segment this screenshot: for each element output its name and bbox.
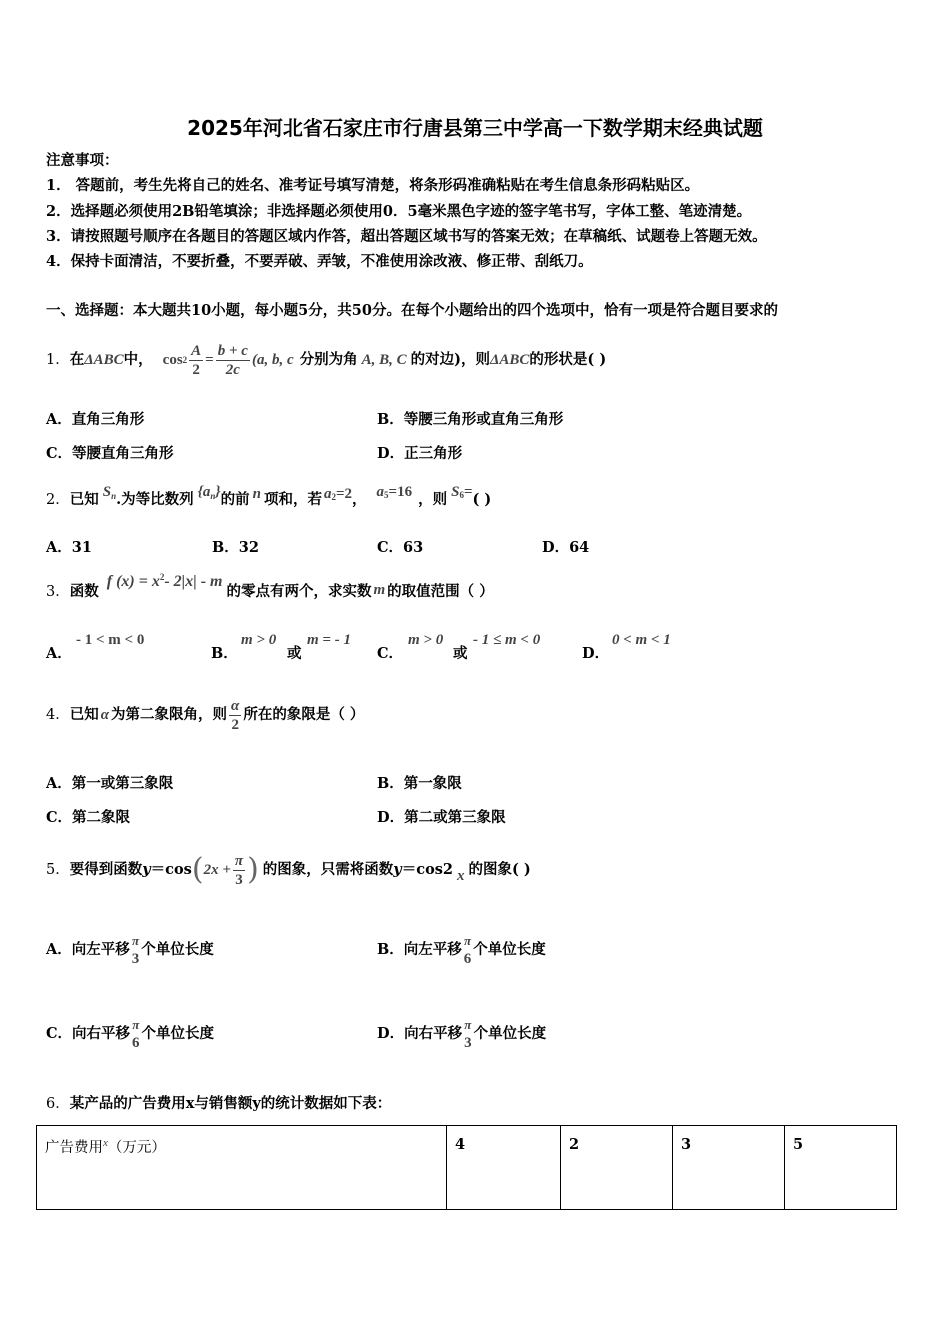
- fraction-pi-over-3: [464, 1016, 472, 1052]
- fraction-numerator: π: [131, 933, 140, 948]
- question-text: 已知: [69, 706, 99, 723]
- fraction-numerator: α: [231, 697, 240, 714]
- option-c[interactable]: C．第二象限: [46, 809, 131, 826]
- math-exponent: 2: [182, 355, 188, 365]
- math-subscript: 6: [459, 490, 464, 500]
- fraction-denominator: 2c: [225, 361, 240, 378]
- table-row: [37, 1126, 897, 1210]
- option-text: 个单位长度: [141, 941, 214, 958]
- question-3: [46, 572, 494, 612]
- math-y: y: [142, 861, 151, 878]
- question-number: 1．: [46, 352, 70, 368]
- question-text: 分别为角: [299, 351, 358, 368]
- question-1: [46, 332, 606, 388]
- option-text: 个单位长度: [473, 941, 546, 958]
- option-math: - 1 < m < 0: [76, 632, 145, 648]
- table-header-unit: （万元）: [107, 1140, 166, 1156]
- fraction-denominator: 3: [464, 1035, 472, 1051]
- option-a[interactable]: A．第一或第三象限: [46, 775, 174, 792]
- math-a2: a: [323, 486, 332, 502]
- option-d[interactable]: D．第二或第三象限: [377, 809, 506, 826]
- notice-item: 2．选择题必须使用2B铅笔填涂；非选择题必须使用0．5毫米黑色字迹的签字笔书写，字体工整、笔迹清楚。: [46, 203, 752, 220]
- option-a[interactable]: A．直角三角形: [46, 411, 145, 428]
- option-b[interactable]: B．第一象限: [377, 775, 462, 792]
- fraction-denominator: 6: [132, 1035, 140, 1051]
- math-triangle: ΔABC: [84, 352, 124, 368]
- question-6: [46, 1094, 391, 1114]
- table-header-cell: [37, 1126, 447, 1210]
- question-text: ＝cos2: [401, 861, 453, 878]
- data-table: [36, 1125, 897, 1210]
- question-text: 的图象，只需将函数: [262, 861, 394, 878]
- fraction-numerator: A: [191, 342, 202, 359]
- question-text: 要得到函数: [69, 861, 143, 878]
- fraction-alpha-over-2: [229, 697, 241, 734]
- table-cell: 5: [785, 1126, 897, 1210]
- table-cell: 3: [673, 1126, 785, 1210]
- option-text: 或: [287, 645, 302, 662]
- option-a[interactable]: A．31: [46, 539, 92, 556]
- question-text: 所在的象限是（ ）: [243, 706, 365, 723]
- question-number: 3．: [46, 584, 70, 600]
- question-text: ，: [352, 491, 367, 508]
- math-angles: A, B, C: [361, 352, 407, 368]
- table-cell: 4: [447, 1126, 561, 1210]
- math-cos: cos: [162, 352, 183, 368]
- option-label: B．: [211, 645, 238, 662]
- fraction-pi-over-6: [132, 1016, 140, 1052]
- math-argument: 2x +: [203, 862, 231, 878]
- math-sequence-close: }: [215, 484, 221, 500]
- option-text: 个单位长度: [473, 1025, 547, 1042]
- fraction-denominator: 2: [192, 361, 200, 378]
- option-text: 或: [453, 645, 468, 662]
- question-text: 的形状是( ): [529, 351, 607, 368]
- fraction-numerator: π: [464, 1017, 472, 1032]
- fraction-pi-over-3: [132, 932, 140, 968]
- question-text: 的前: [220, 491, 250, 508]
- fraction-numerator: π: [463, 933, 472, 948]
- question-text: 的取值范围（ ）: [387, 583, 494, 600]
- math-value: =16: [388, 484, 413, 500]
- question-text: ( ): [472, 491, 492, 508]
- option-b[interactable]: B．等腰三角形或直角三角形: [377, 411, 564, 428]
- question-2: [46, 480, 491, 520]
- question-number: 5．: [46, 862, 70, 878]
- math-triangle: ΔABC: [490, 352, 530, 368]
- question-text: 某产品的广告费用x与销售额y的统计数据如下表：: [69, 1095, 392, 1112]
- option-math: 0 < m < 1: [612, 632, 671, 648]
- option-label: D．: [582, 645, 610, 662]
- question-text: 中，: [123, 351, 153, 368]
- math-subscript: 5: [384, 490, 389, 500]
- option-c[interactable]: C．63: [377, 539, 424, 556]
- option-a[interactable]: [46, 928, 214, 972]
- math-value: =2: [335, 486, 353, 502]
- fraction-bc-over-2c: [216, 342, 250, 379]
- math-y: y: [393, 861, 402, 878]
- question-text: ＝cos: [150, 861, 192, 878]
- math-x: x: [457, 868, 465, 884]
- question-number: 2．: [46, 492, 70, 508]
- math-n: n: [252, 486, 261, 502]
- paren-left-icon: (: [191, 852, 204, 887]
- question-5: [46, 844, 531, 896]
- section-heading: 一、选择题：本大题共10小题，每小题5分，共50分。在每个小题给出的四个选项中，恰有一项是符合题目要求的: [46, 302, 778, 319]
- option-label: A．: [46, 645, 72, 662]
- math-function: f (x) = x: [106, 573, 160, 590]
- math-sides: (a, b, c: [251, 352, 294, 368]
- option-b[interactable]: [377, 928, 546, 972]
- option-math: m > 0: [241, 632, 277, 648]
- fraction-pi-over-3: [233, 852, 245, 889]
- notice-heading: 注意事项：: [46, 152, 119, 169]
- math-s: S: [102, 484, 112, 500]
- math-function: - 2|x| - m: [164, 573, 223, 590]
- question-text: 为第二象限角，则: [111, 706, 228, 723]
- question-4: [46, 690, 364, 740]
- question-number: 4．: [46, 707, 70, 723]
- fraction-pi-over-6: [464, 932, 472, 968]
- math-exponent: 2: [159, 572, 165, 582]
- notice-item: 3．请按照题号顺序在各题目的答题区域内作答，超出答题区域书写的答案无效；在草稿纸、试题卷上答题无效。: [46, 228, 767, 245]
- option-d[interactable]: [377, 1012, 546, 1056]
- fraction-denominator: 2: [229, 715, 241, 734]
- question-text: .为等比数列: [116, 491, 194, 508]
- question-text: 在: [69, 351, 85, 368]
- math-equals: =: [463, 484, 473, 500]
- fraction-numerator: π: [234, 852, 244, 869]
- question-text: 函数: [69, 583, 99, 600]
- math-a5: a: [376, 484, 385, 500]
- math-m: m: [373, 582, 386, 598]
- math-subscript: 2: [331, 492, 336, 502]
- notice-item: 1． 答题前，考生先将自己的姓名、准考证号填写清楚，将条形码准确粘贴在考生信息条形码粘贴区。: [46, 177, 700, 194]
- option-b[interactable]: B．32: [212, 539, 259, 556]
- fraction-denominator: 6: [463, 951, 472, 967]
- math-equals: =: [205, 352, 214, 368]
- option-math: m > 0: [408, 632, 444, 648]
- math-sequence: {a: [197, 484, 211, 500]
- option-text: A．向左平移: [46, 941, 130, 958]
- question-text: 的零点有两个，求实数: [226, 583, 372, 600]
- option-text: C．向右平移: [46, 1025, 131, 1042]
- question-text: 的对边)，则: [410, 351, 490, 368]
- fraction-numerator: π: [132, 1017, 140, 1032]
- option-label: C．: [377, 645, 404, 662]
- option-math: - 1 ≤ m < 0: [473, 632, 541, 648]
- option-text: D．向右平移: [377, 1025, 463, 1042]
- fraction-denominator: 3: [235, 871, 243, 888]
- question-text: ，则: [418, 491, 448, 508]
- option-c[interactable]: C．等腰直角三角形: [46, 445, 174, 462]
- option-text: B．向左平移: [377, 941, 462, 958]
- page-title: 2025年河北省石家庄市行唐县第三中学高一下数学期末经典试题: [187, 116, 763, 140]
- question-text: 项和，若: [263, 491, 322, 508]
- question-text: 的图象( ): [468, 861, 531, 878]
- option-text: 个单位长度: [141, 1025, 215, 1042]
- question-text: 已知: [69, 491, 99, 508]
- math-x: x: [103, 1137, 108, 1150]
- paren-right-icon: ): [247, 852, 259, 887]
- math-alpha: α: [100, 707, 110, 723]
- option-math: m = - 1: [307, 632, 351, 648]
- option-c[interactable]: [46, 1012, 214, 1056]
- fraction-numerator: b + c: [217, 342, 248, 359]
- question-number: 6．: [46, 1096, 70, 1112]
- option-d[interactable]: D．正三角形: [377, 445, 463, 462]
- math-subscript: n: [210, 491, 216, 501]
- table-cell: 2: [561, 1126, 673, 1210]
- fraction-a-over-2: [189, 342, 203, 379]
- math-subscript: n: [111, 491, 117, 501]
- table-header-label: 广告费用: [45, 1140, 103, 1156]
- option-d[interactable]: D．64: [542, 539, 590, 556]
- math-s6: S: [451, 484, 460, 500]
- fraction-denominator: 3: [131, 951, 140, 967]
- notice-item: 4．保持卡面清洁，不要折叠，不要弄破、弄皱，不准使用涂改液、修正带、刮纸刀。: [46, 253, 593, 270]
